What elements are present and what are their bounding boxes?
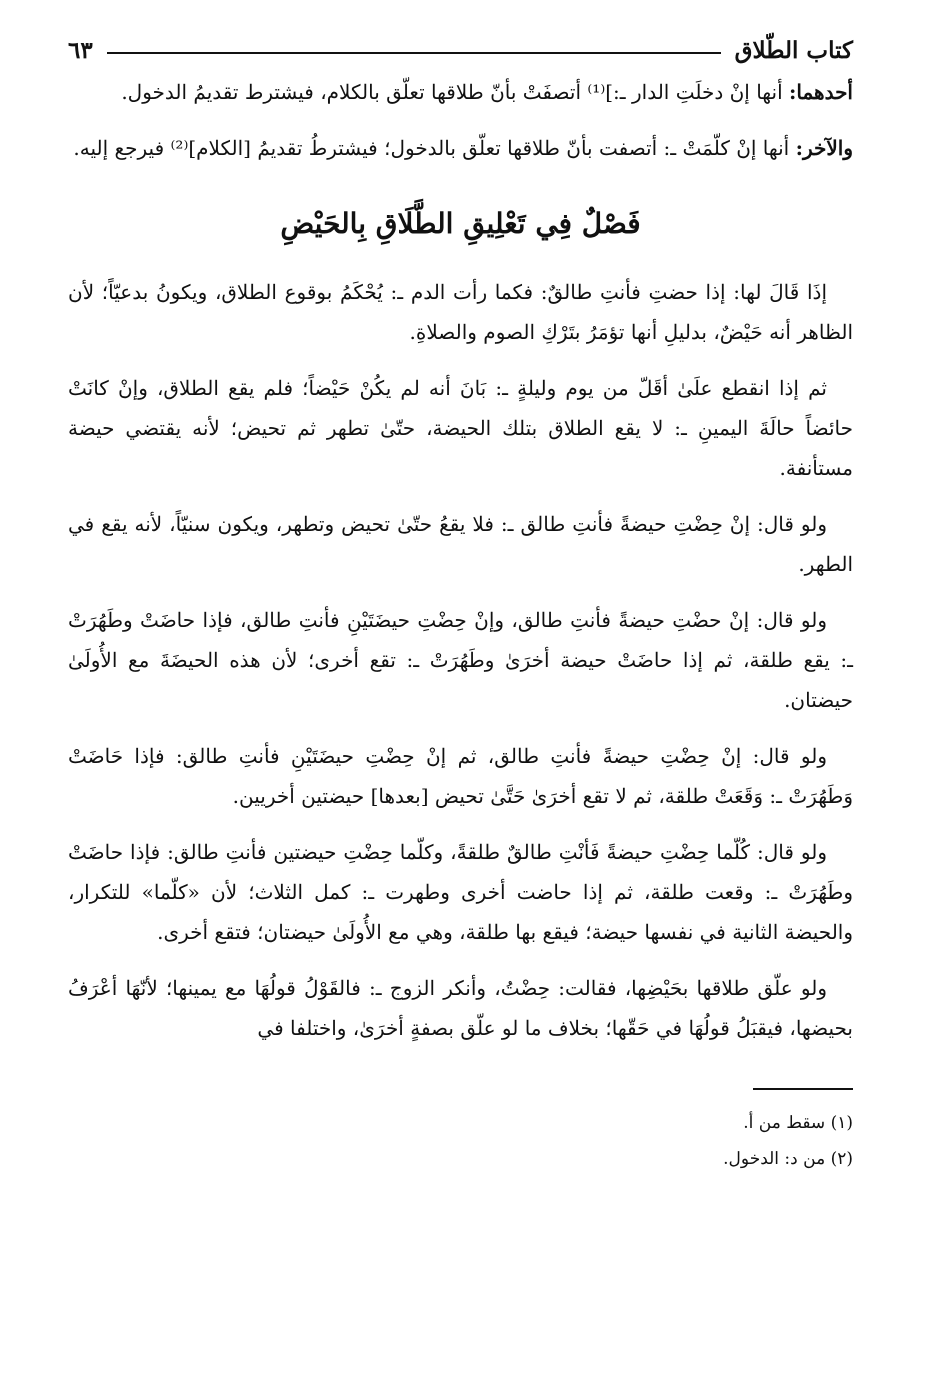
book-title: كتاب الطّلاق — [734, 36, 853, 64]
running-head — [68, 28, 853, 72]
page-number: ٦٣ — [68, 36, 93, 64]
section-title: فَصْلٌ فِي تَعْلِيقِ الطَّلَاقِ بِالحَيْضِ — [280, 207, 641, 240]
body-paragraph: إذَا قَالَ لها: إذا حضتِ فأنتِ طالقٌ: فكما رأت الدم ـ: يُحْكَمُ بوقوع الطلاق، ويكونُ بدعيّاً؛ لأن الظاهر أنه حَيْضٌ، بدليلِ أنها تؤمَرُ بتَرْكِ الصوم والصلاةِ. — [68, 280, 853, 344]
intro-text-1: أنها إنْ دخلَتِ الدار ـ:]⁽¹⁾ أتصفَتْ بأنّ طلاقها تعلّق بالكلام، فيشترط تقديمُ الدخول. — [121, 80, 789, 104]
footnote-separator — [753, 1088, 853, 1090]
header-rule — [107, 52, 721, 54]
intro-paragraph-2 — [68, 128, 853, 168]
body-paragraph: ثم إذا انقطع علَىٰ أقَلّ من يوم وليلةٍ ـ: بَانَ أنه لم يكُنْ حَيْضاً؛ فلم يقع الطلاق، وإنْ كانَتْ حائضاً حالَةَ اليمينِ ـ: لا يقع الطلاق بتلك الحيضة، حتّىٰ تطهر ثم تحيض؛ لأنه يقتضي حيضة مستأنفة. — [68, 376, 853, 480]
intro-text-2: أنها إنْ كلّمَتْ ـ: أتصفت بأنّ طلاقها تعلّق بالدخول؛ فيشترطُ تقديمُ [الكلام]⁽²⁾ فيرجع إليه. — [73, 136, 796, 160]
footnote-2: (٢) من د: الدخول. — [723, 1149, 853, 1169]
body-paragraph: ولو قال: إنْ حضْتِ حيضةً فأنتِ طالق، وإنْ حِضْتِ حيضَتَيْنِ فأنتِ طالق، فإذا حاضَتْ وطَهُرَتْ ـ: يقع طلقة، ثم إذا حاضَتْ حيضة أخرَىٰ وطَهُرَتْ ـ: تقع أخرى؛ لأن هذه الحيضَةَ مع الأُولَىٰ حيضتان. — [68, 608, 853, 712]
body-paragraph: ولو قال: كُلّما حِضْتِ حيضةً فَأنْتِ طالقٌ طلقةً، وكلّما حِضْتِ حيضتين فأنتِ طالق: فإذا حاضَتْ وطَهُرَتْ ـ: وقعت طلقة، ثم إذا حاضت أخرى وطهرت ـ: كمل الثلاث؛ لأن «كلّما» للتكرار، والحيضة الثانية في نفسها حيضة؛ فيقع بها طلقة، وهي مع الأُولَىٰ حيضتان؛ فتقع أخرى. — [68, 840, 853, 944]
intro-lead-2: والآخر: — [795, 136, 853, 160]
body-paragraph: ولو قال: إنْ حِضْتِ حيضةً فأنتِ طالق، ثم إنْ حِضْتِ حيضَتَيْنِ فأنتِ طالق: فإذا حَاضَتْ وَطَهُرَتْ ـ: وَقَعَتْ طلقة، ثم لا تقع أخرَىٰ حَتَّىٰ تحيض [بعدها] حيضتين أخريين. — [68, 744, 853, 808]
body-paragraph: ولو علّق طلاقها بحَيْضِها، فقالت: حِضْتُ، وأنكر الزوج ـ: فالقَوْلُ قولُهَا مع يمينها؛ لأنّهَا أعْرَفُ بحيضها، فيقبَلُ قولُهَا في حَقّها؛ بخلاف ما لو علّق بصفةٍ أخرَىٰ، واختلفا في — [68, 976, 853, 1040]
intro-lead-1: أحدهما: — [788, 80, 853, 104]
intro-paragraph-1 — [68, 72, 853, 112]
footnote-1: (١) سقط من أ. — [743, 1113, 853, 1133]
body-paragraph: ولو قال: إنْ حِضْتِ حيضةً فأنتِ طالق ـ: فلا يقعُ حتّىٰ تحيض وتطهر، ويكون سنيّاً، لأنه يقع في الطهر. — [68, 512, 853, 576]
